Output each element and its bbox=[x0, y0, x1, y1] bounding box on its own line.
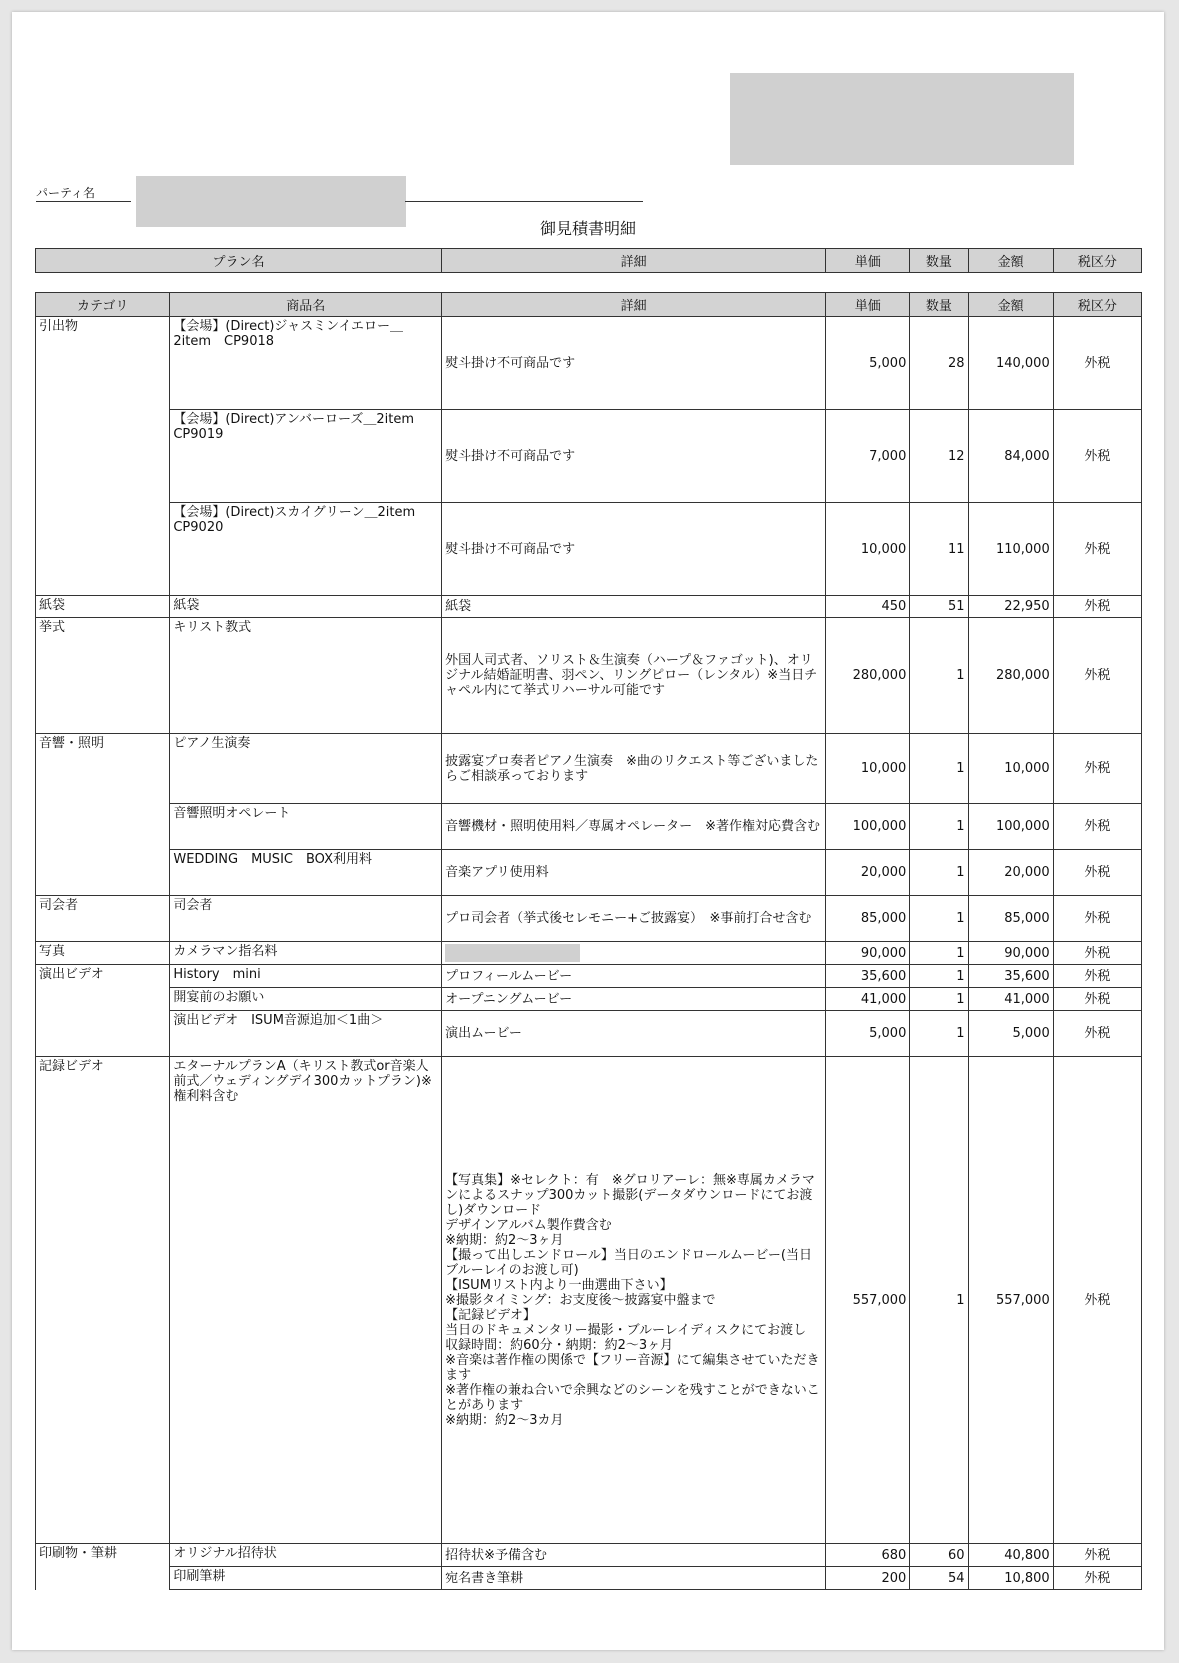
tax-cell: 外税 bbox=[1053, 596, 1141, 618]
tax-cell: 外税 bbox=[1053, 896, 1141, 942]
amount-cell: 84,000 bbox=[968, 410, 1053, 503]
item-cell: カメラマン指名料 bbox=[170, 942, 442, 965]
col-item-name: 商品名 bbox=[170, 293, 442, 317]
unit-price-cell: 200 bbox=[826, 1567, 910, 1590]
unit-price-cell: 557,000 bbox=[826, 1057, 910, 1544]
amount-cell: 140,000 bbox=[968, 317, 1053, 410]
document-title: 御見積書明細 bbox=[539, 219, 636, 238]
item-cell: エターナルプランA（キリスト教式or音楽人前式／ウェディングデイ300カットプラン)※権利料含む bbox=[170, 1057, 442, 1544]
detail-cell: 熨斗掛け不可商品です bbox=[442, 410, 826, 503]
category-cell: 演出ビデオ bbox=[36, 965, 170, 1057]
unit-price-cell: 100,000 bbox=[826, 804, 910, 850]
qty-cell: 1 bbox=[910, 1011, 968, 1057]
redacted-block-top bbox=[730, 73, 1074, 165]
qty-cell: 1 bbox=[910, 734, 968, 804]
unit-price-cell: 7,000 bbox=[826, 410, 910, 503]
tax-cell: 外税 bbox=[1053, 942, 1141, 965]
amount-cell: 85,000 bbox=[968, 896, 1053, 942]
plan-table bbox=[35, 248, 1142, 273]
detail-cell: 熨斗掛け不可商品です bbox=[442, 317, 826, 410]
amount-cell: 22,950 bbox=[968, 596, 1053, 618]
detail-cell: 熨斗掛け不可商品です bbox=[442, 503, 826, 596]
detail-cell: 音響機材・照明使用料／専属オペレーター ※著作権対応費含む bbox=[442, 804, 826, 850]
amount-cell: 20,000 bbox=[968, 850, 1053, 896]
amount-cell: 41,000 bbox=[968, 988, 1053, 1011]
item-cell: 【会場】(Direct)スカイグリーン＿2item CP9020 bbox=[170, 503, 442, 596]
category-cell: 印刷物・筆耕 bbox=[36, 1544, 170, 1590]
tax-cell: 外税 bbox=[1053, 804, 1141, 850]
plan-table-header bbox=[36, 249, 1142, 273]
qty-cell: 1 bbox=[910, 896, 968, 942]
table-row bbox=[36, 410, 1142, 503]
unit-price-cell: 5,000 bbox=[826, 317, 910, 410]
qty-cell: 51 bbox=[910, 596, 968, 618]
qty-cell: 1 bbox=[910, 804, 968, 850]
tax-cell: 外税 bbox=[1053, 965, 1141, 988]
amount-cell: 100,000 bbox=[968, 804, 1053, 850]
item-cell: 開宴前のお願い bbox=[170, 988, 442, 1011]
tax-cell: 外税 bbox=[1053, 618, 1141, 734]
table-row bbox=[36, 596, 1142, 618]
col-category: カテゴリ bbox=[36, 293, 170, 317]
table-row bbox=[36, 850, 1142, 896]
table-row bbox=[36, 1544, 1142, 1567]
unit-price-cell: 10,000 bbox=[826, 503, 910, 596]
col-amount: 金額 bbox=[968, 293, 1053, 317]
unit-price-cell: 90,000 bbox=[826, 942, 910, 965]
table-row bbox=[36, 734, 1142, 804]
item-cell: WEDDING MUSIC BOX利用料 bbox=[170, 850, 442, 896]
qty-cell: 54 bbox=[910, 1567, 968, 1590]
amount-cell: 10,800 bbox=[968, 1567, 1053, 1590]
item-cell: 司会者 bbox=[170, 896, 442, 942]
detail-cell bbox=[442, 942, 826, 965]
amount-cell: 90,000 bbox=[968, 942, 1053, 965]
unit-price-cell: 35,600 bbox=[826, 965, 910, 988]
table-row bbox=[36, 804, 1142, 850]
tax-cell: 外税 bbox=[1053, 1011, 1141, 1057]
amount-cell: 5,000 bbox=[968, 1011, 1053, 1057]
col-tax: 税区分 bbox=[1053, 293, 1141, 317]
unit-price-cell: 280,000 bbox=[826, 618, 910, 734]
item-cell: ピアノ生演奏 bbox=[170, 734, 442, 804]
category-cell: 引出物 bbox=[36, 317, 170, 596]
table-row bbox=[36, 618, 1142, 734]
amount-cell: 40,800 bbox=[968, 1544, 1053, 1567]
amount-cell: 557,000 bbox=[968, 1057, 1053, 1544]
table-row bbox=[36, 1057, 1142, 1544]
qty-cell: 28 bbox=[910, 317, 968, 410]
qty-cell: 12 bbox=[910, 410, 968, 503]
detail-cell: 紙袋 bbox=[442, 596, 826, 618]
category-cell: 挙式 bbox=[36, 618, 170, 734]
item-cell: 紙袋 bbox=[170, 596, 442, 618]
category-cell: 記録ビデオ bbox=[36, 1057, 170, 1544]
unit-price-cell: 10,000 bbox=[826, 734, 910, 804]
col-detail: 詳細 bbox=[442, 293, 826, 317]
qty-cell: 60 bbox=[910, 1544, 968, 1567]
plan-col-amount: 金額 bbox=[968, 249, 1053, 273]
table-row bbox=[36, 1567, 1142, 1590]
qty-cell: 11 bbox=[910, 503, 968, 596]
item-cell: 【会場】(Direct)アンバーローズ＿2item CP9019 bbox=[170, 410, 442, 503]
amount-cell: 110,000 bbox=[968, 503, 1053, 596]
amount-cell: 280,000 bbox=[968, 618, 1053, 734]
category-cell: 紙袋 bbox=[36, 596, 170, 618]
unit-price-cell: 450 bbox=[826, 596, 910, 618]
party-name-underline bbox=[36, 201, 131, 202]
detail-cell: 演出ムービー bbox=[442, 1011, 826, 1057]
qty-cell: 1 bbox=[910, 618, 968, 734]
item-cell: 演出ビデオ ISUM音源追加＜1曲＞ bbox=[170, 1011, 442, 1057]
qty-cell: 1 bbox=[910, 1057, 968, 1544]
item-cell: オリジナル招待状 bbox=[170, 1544, 442, 1567]
plan-col-plan-name: プラン名 bbox=[36, 249, 442, 273]
document-page bbox=[12, 12, 1164, 1650]
tax-cell: 外税 bbox=[1053, 1544, 1141, 1567]
unit-price-cell: 85,000 bbox=[826, 896, 910, 942]
party-name-underline-right bbox=[405, 201, 643, 202]
table-row bbox=[36, 988, 1142, 1011]
detail-cell: 音楽アプリ使用料 bbox=[442, 850, 826, 896]
item-cell: 音響照明オペレート bbox=[170, 804, 442, 850]
qty-cell: 1 bbox=[910, 988, 968, 1011]
amount-cell: 10,000 bbox=[968, 734, 1053, 804]
redacted-detail bbox=[445, 944, 580, 962]
tax-cell: 外税 bbox=[1053, 734, 1141, 804]
tax-cell: 外税 bbox=[1053, 410, 1141, 503]
qty-cell: 1 bbox=[910, 942, 968, 965]
detail-table bbox=[35, 292, 1142, 1590]
detail-cell: オープニングムービー bbox=[442, 988, 826, 1011]
table-row bbox=[36, 503, 1142, 596]
col-unit-price: 単価 bbox=[826, 293, 910, 317]
unit-price-cell: 20,000 bbox=[826, 850, 910, 896]
detail-cell: 披露宴プロ奏者ピアノ生演奏 ※曲のリクエスト等ございましたらご相談承っております bbox=[442, 734, 826, 804]
tax-cell: 外税 bbox=[1053, 988, 1141, 1011]
tax-cell: 外税 bbox=[1053, 317, 1141, 410]
detail-cell: 招待状※予備含む bbox=[442, 1544, 826, 1567]
item-cell: 印刷筆耕 bbox=[170, 1567, 442, 1590]
detail-cell: 【写真集】※セレクト：有 ※グロリアーレ：無※専属カメラマンによるスナップ300カット撮影(データダウンロードにてお渡し)ダウンロード デザインアルバム製作費含む ※納期：約2～3ヶ月 【撮って出しエンドロール】当日のエンドロールムービー(当日ブルーレイのお渡し可) 【ISUMリスト内より一曲選曲下さい】 ※撮影タイミング：お支度後～披露宴中盤まで 【記録ビデオ】 当日のドキュメンタリー撮影・ブルーレイディスクにてお渡し 収録時間：約60分・納期：約2～3ヶ月 ※音楽は著作権の関係で【フリー音源】にて編集させていただきます ※著作権の兼ね合いで余興などのシーンを残すことができないことがあります ※納期：約2～3カ月 bbox=[442, 1057, 826, 1544]
item-cell: キリスト教式 bbox=[170, 618, 442, 734]
detail-table-header bbox=[36, 293, 1142, 317]
tax-cell: 外税 bbox=[1053, 1057, 1141, 1544]
tax-cell: 外税 bbox=[1053, 1567, 1141, 1590]
table-row bbox=[36, 1011, 1142, 1057]
qty-cell: 1 bbox=[910, 850, 968, 896]
detail-cell: プロフィールムービー bbox=[442, 965, 826, 988]
detail-cell: 外国人司式者、ソリスト＆生演奏（ハープ＆ファゴット)、オリジナル結婚証明書、羽ペン、リングピロー（レンタル）※当日チャペル内にて挙式リハーサル可能です bbox=[442, 618, 826, 734]
category-cell: 司会者 bbox=[36, 896, 170, 942]
plan-col-qty: 数量 bbox=[910, 249, 968, 273]
table-row bbox=[36, 942, 1142, 965]
party-name-label: パーティ名 bbox=[36, 186, 96, 200]
detail-cell: 宛名書き筆耕 bbox=[442, 1567, 826, 1590]
tax-cell: 外税 bbox=[1053, 503, 1141, 596]
category-cell: 音響・照明 bbox=[36, 734, 170, 896]
table-row bbox=[36, 965, 1142, 988]
item-cell: History mini bbox=[170, 965, 442, 988]
col-qty: 数量 bbox=[910, 293, 968, 317]
table-row bbox=[36, 317, 1142, 410]
amount-cell: 35,600 bbox=[968, 965, 1053, 988]
qty-cell: 1 bbox=[910, 965, 968, 988]
table-row bbox=[36, 896, 1142, 942]
detail-cell: プロ司会者（挙式後セレモニー+ご披露宴） ※事前打合せ含む bbox=[442, 896, 826, 942]
category-cell: 写真 bbox=[36, 942, 170, 965]
tax-cell: 外税 bbox=[1053, 850, 1141, 896]
unit-price-cell: 5,000 bbox=[826, 1011, 910, 1057]
unit-price-cell: 41,000 bbox=[826, 988, 910, 1011]
plan-col-unit-price: 単価 bbox=[826, 249, 910, 273]
plan-col-detail: 詳細 bbox=[442, 249, 826, 273]
item-cell: 【会場】(Direct)ジャスミンイエロー＿2item CP9018 bbox=[170, 317, 442, 410]
plan-col-tax: 税区分 bbox=[1053, 249, 1141, 273]
unit-price-cell: 680 bbox=[826, 1544, 910, 1567]
